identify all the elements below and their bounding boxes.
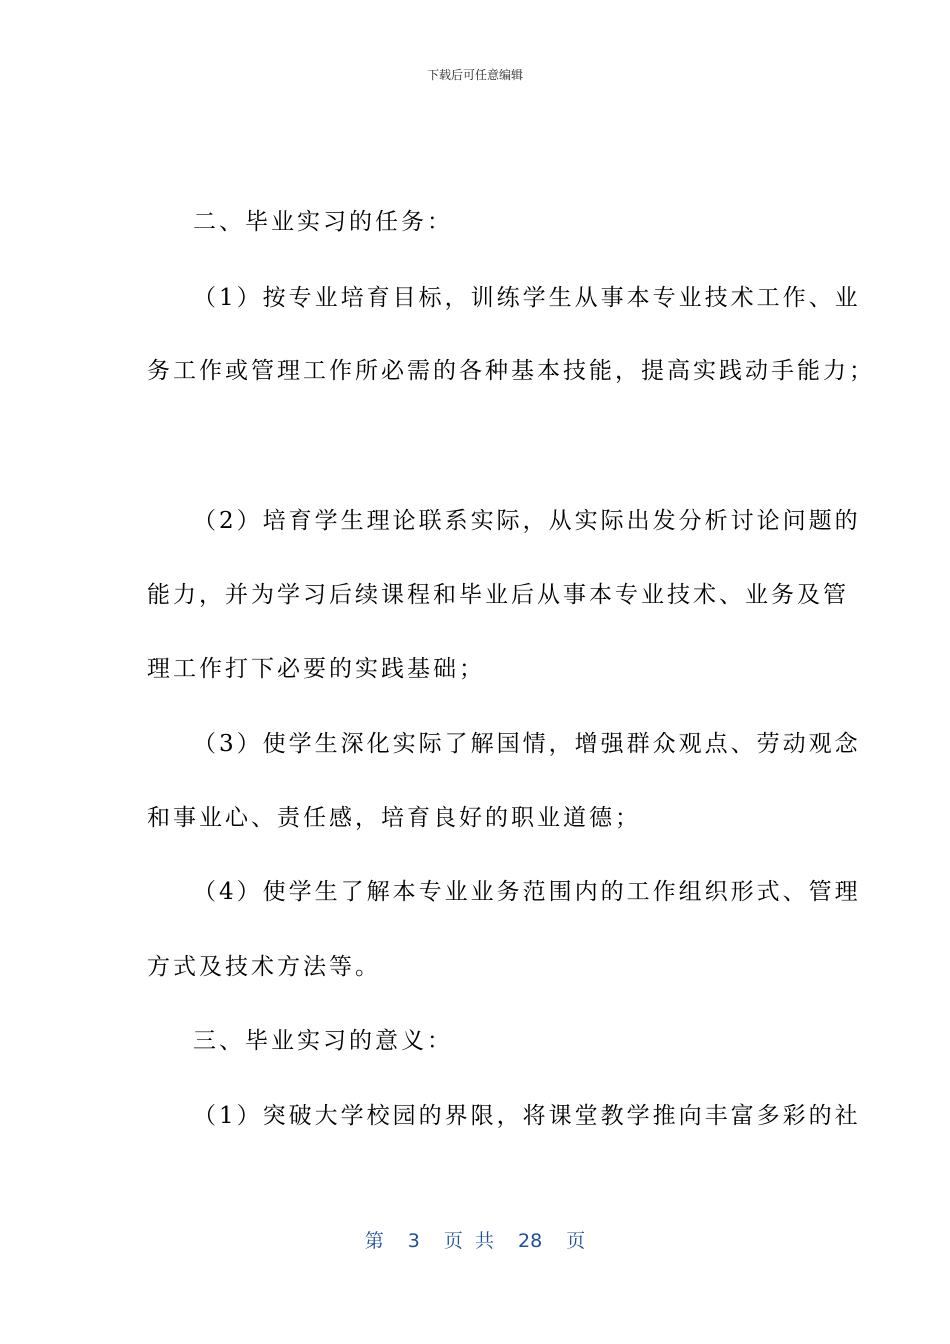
page-middle: 页 共: [443, 1230, 494, 1252]
paragraph-line: （1）突破大学校园的界限，将课堂教学推向丰富多彩的社: [193, 1103, 861, 1129]
paragraph-line: 务工作或管理工作所必需的各种基本技能，提高实践动手能力；: [147, 358, 875, 384]
paragraph-line: 和事业心、责任感，培育良好的职业道德；: [147, 805, 641, 831]
paragraph-line: 理工作打下必要的实践基础；: [147, 656, 485, 682]
total-pages: 28: [518, 1230, 543, 1252]
page-suffix: 页: [566, 1230, 586, 1252]
section-heading-tasks: 二、毕业实习的任务：: [193, 209, 453, 235]
paragraph-line: （1）按专业培育目标，训练学生从事本专业技术工作、业: [193, 285, 861, 311]
page-footer: [0, 1226, 950, 1253]
page-number: 3: [407, 1230, 420, 1252]
paragraph-line: （2）培育学生理论联系实际，从实际出发分析讨论问题的: [193, 508, 861, 534]
section-heading-significance: 三、毕业实习的意义：: [193, 1028, 453, 1054]
paragraph-line: （4）使学生了解本专业业务范围内的工作组织形式、管理: [193, 879, 861, 905]
download-note: 下载后可任意编辑: [426, 68, 523, 82]
paragraph-line: 能力，并为学习后续课程和毕业后从事本专业技术、业务及管: [147, 582, 849, 608]
paragraph-line: （3）使学生深化实际了解国情，增强群众观点、劳动观念: [193, 731, 861, 757]
paragraph-line: 方式及技术方法等。: [147, 954, 381, 980]
page-prefix: 第: [364, 1230, 384, 1252]
